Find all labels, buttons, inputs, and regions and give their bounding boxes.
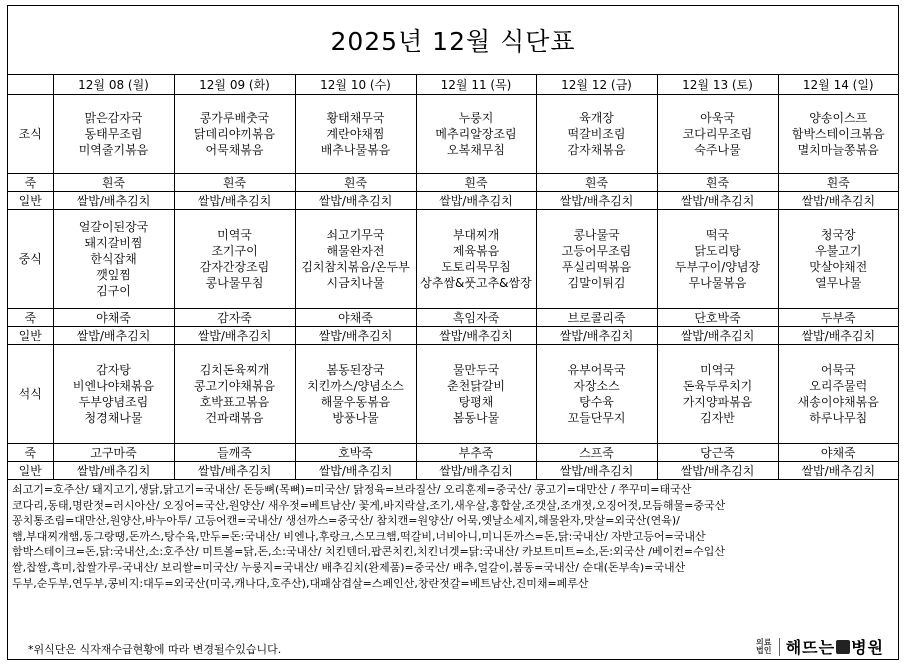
logo-name-part1: 해뜨는 <box>785 638 836 657</box>
lunch_regular-label: 일반 <box>8 327 53 345</box>
lunch_porridge-label: 죽 <box>8 309 53 327</box>
dish-item: 시금치나물 <box>326 276 385 290</box>
breakfast_regular-cell: 쌀밥/배추김치 <box>657 192 778 210</box>
dish-item: 유부어묵국 <box>567 363 626 377</box>
breakfast_regular-row <box>8 192 898 210</box>
lunch-cell <box>416 210 536 309</box>
lunch_porridge-cell: 브로콜리죽 <box>536 309 657 327</box>
dish-item: 메추리알장조림 <box>435 127 517 141</box>
dish-item: 감자채볶음 <box>567 143 626 157</box>
dish-item: 건파래볶음 <box>205 411 264 425</box>
dinner_porridge-cell: 고구마죽 <box>53 444 174 462</box>
day-header: 12월 09 (화) <box>174 75 295 95</box>
origin-note-line: 함박스테이크=돈,닭:국내산,소:호주산/ 미트볼=닭,돈,소:국내산/ 치킨텐더,팝콘치킨,치킨너겟=닭:국내산/ 카보트미트=소,돈:외국산 /베이컨=수입산 <box>12 545 725 559</box>
lunch-cell <box>174 210 295 309</box>
origin-note-line: 꽁치통조림=대만산,원양산,바누아투/ 고등어캔=국내산/ 생선까스=중국산/ 참치캔=원양산/ 어묵,옛날소세지,해물완자,맛살=외국산(연육)/ <box>12 514 680 528</box>
dinner_regular-cell: 쌀밥/배추김치 <box>416 462 536 480</box>
logo-name-part2: 병원 <box>851 638 884 657</box>
dinner-cell <box>778 345 898 444</box>
lunch-cell <box>778 210 898 309</box>
breakfast-row <box>8 95 898 174</box>
dish-item: 봄동나물 <box>452 411 500 425</box>
dish-item: 한식잡채 <box>90 252 137 266</box>
lunch_porridge-cell: 단호박죽 <box>657 309 778 327</box>
lunch-cell <box>536 210 657 309</box>
dish-item: 물만두국 <box>452 363 500 377</box>
dish-item: 우불고기 <box>815 244 862 258</box>
dish-item: 김치돈육찌개 <box>199 363 270 377</box>
breakfast_regular-cell: 쌀밥/배추김치 <box>778 192 898 210</box>
dish-item: 무나물볶음 <box>688 276 747 290</box>
breakfast_porridge-cell: 흰죽 <box>174 174 295 192</box>
dish-item: 도토리묵무침 <box>441 260 511 274</box>
dinner_porridge-cell: 들깨죽 <box>174 444 295 462</box>
dish-item: 돼지갈비찜 <box>84 236 143 250</box>
dinner_regular-label: 일반 <box>8 462 53 480</box>
origin-notes <box>8 480 898 591</box>
lunch-cell <box>53 210 174 309</box>
dish-item: 어묵국 <box>820 363 856 377</box>
lunch-cell <box>295 210 416 309</box>
dinner_regular-cell: 쌀밥/배추김치 <box>53 462 174 480</box>
dish-item: 배추나물볶음 <box>320 143 391 157</box>
dinner_regular-cell: 쌀밥/배추김치 <box>778 462 898 480</box>
dinner-cell <box>295 345 416 444</box>
dinner_porridge-row <box>8 444 898 462</box>
lunch-cell <box>657 210 778 309</box>
breakfast_porridge-cell: 흰죽 <box>778 174 898 192</box>
dish-item: 떡갈비조림 <box>567 127 626 141</box>
dinner_porridge-cell: 스프죽 <box>536 444 657 462</box>
dish-item: 오리주물럭 <box>809 379 868 393</box>
page-title: 2025년 12월 식단표 <box>8 6 898 75</box>
breakfast-cell <box>174 95 295 174</box>
dish-item: 양송이스프 <box>809 111 868 125</box>
dish-item: 방풍나물 <box>332 411 379 425</box>
dish-item: 떡국 <box>705 228 730 242</box>
dinner_porridge-cell: 야채죽 <box>778 444 898 462</box>
dinner-row <box>8 345 898 444</box>
menu-table <box>8 75 898 480</box>
dish-item: 가지양파볶음 <box>682 395 753 409</box>
breakfast_regular-cell: 쌀밥/배추김치 <box>53 192 174 210</box>
day-header: 12월 13 (토) <box>657 75 778 95</box>
breakfast_porridge-label: 죽 <box>8 174 53 192</box>
day-header: 12월 12 (금) <box>536 75 657 95</box>
dish-item: 콩나물국 <box>573 228 620 242</box>
dish-item: 닭데리야끼볶음 <box>193 127 276 141</box>
dinner-cell <box>657 345 778 444</box>
dish-item: 청경채나물 <box>84 411 143 425</box>
day-header: 12월 14 (일) <box>778 75 898 95</box>
dish-item: 김치참치볶음/온두부 <box>301 260 410 274</box>
dinner-cell <box>536 345 657 444</box>
lunch_regular-row <box>8 327 898 345</box>
breakfast_regular-label: 일반 <box>8 192 53 210</box>
dish-item: 감자간장조림 <box>199 260 270 274</box>
dish-item: 해물우동볶음 <box>320 395 391 409</box>
dish-item: 아욱국 <box>700 111 735 125</box>
footer-notice: *위식단은 식자재수급현황에 따라 변경될수있습니다. <box>28 643 282 656</box>
lunch_regular-cell: 쌀밥/배추김치 <box>536 327 657 345</box>
dinner-label: 석식 <box>8 345 53 444</box>
dish-item: 하루나무침 <box>809 411 868 425</box>
lunch_porridge-cell: 흑임자죽 <box>416 309 536 327</box>
breakfast_porridge-cell: 흰죽 <box>416 174 536 192</box>
lunch_regular-cell: 쌀밥/배추김치 <box>174 327 295 345</box>
dish-item: 탕수육 <box>579 395 614 409</box>
dish-item: 상추쌈&풋고추&쌈장 <box>420 276 532 290</box>
hospital-logo <box>755 635 884 658</box>
lunch_regular-cell: 쌀밥/배추김치 <box>416 327 536 345</box>
dish-item: 멸치마늘쫑볶음 <box>797 143 879 157</box>
dish-item: 누룽지 <box>458 111 494 125</box>
logo-divider <box>779 638 780 656</box>
dish-item: 콩나물무침 <box>205 276 264 290</box>
footer <box>8 639 898 659</box>
dish-item: 어묵채볶음 <box>205 143 264 157</box>
dish-item: 감자탕 <box>96 363 131 377</box>
dish-item: 치킨까스/양념소스 <box>307 379 404 393</box>
dinner_regular-cell: 쌀밥/배추김치 <box>657 462 778 480</box>
dish-item: 자장소스 <box>573 379 620 393</box>
breakfast-cell <box>295 95 416 174</box>
sun-logo-icon <box>836 640 850 654</box>
dish-item: 함박스테이크볶음 <box>791 127 885 141</box>
breakfast_porridge-row <box>8 174 898 192</box>
breakfast_regular-cell: 쌀밥/배추김치 <box>416 192 536 210</box>
breakfast_porridge-cell: 흰죽 <box>657 174 778 192</box>
dish-item: 푸실리떡볶음 <box>561 260 632 274</box>
breakfast-cell <box>536 95 657 174</box>
lunch-label: 중식 <box>8 210 53 309</box>
dish-item: 맑은감자국 <box>84 111 143 125</box>
dish-item: 김자반 <box>700 411 735 425</box>
lunch_regular-cell: 쌀밥/배추김치 <box>778 327 898 345</box>
dinner_porridge-cell: 부추죽 <box>416 444 536 462</box>
breakfast_porridge-cell: 흰죽 <box>536 174 657 192</box>
lunch_porridge-cell: 야채죽 <box>53 309 174 327</box>
dish-item: 황태채무국 <box>326 111 385 125</box>
dish-item: 오복채무침 <box>447 143 505 157</box>
dish-item: 육개장 <box>579 111 614 125</box>
dish-item: 계란야채찜 <box>326 127 385 141</box>
dish-item: 고등어무조림 <box>561 244 632 258</box>
dinner_porridge-cell: 호박죽 <box>295 444 416 462</box>
lunch_regular-cell: 쌀밥/배추김치 <box>295 327 416 345</box>
dish-item: 돈육두루치기 <box>682 379 753 393</box>
dinner-cell <box>174 345 295 444</box>
breakfast-cell <box>53 95 174 174</box>
dish-item: 동태무조림 <box>84 127 143 141</box>
dish-item: 깻잎찜 <box>96 268 131 282</box>
menu-sheet <box>7 5 899 660</box>
day-header: 12월 11 (목) <box>416 75 536 95</box>
dinner-cell <box>53 345 174 444</box>
dish-item: 미역국 <box>217 228 252 242</box>
dish-item: 열무나물 <box>815 276 862 290</box>
dish-item: 콩고기야채볶음 <box>193 379 276 393</box>
lunch_porridge-cell: 감자죽 <box>174 309 295 327</box>
dish-item: 새송이야채볶음 <box>797 395 879 409</box>
lunch_porridge-cell: 야채죽 <box>295 309 416 327</box>
breakfast-cell <box>657 95 778 174</box>
lunch-row <box>8 210 898 309</box>
dish-item: 두부구이/양념장 <box>674 260 761 274</box>
dinner_regular-cell: 쌀밥/배추김치 <box>536 462 657 480</box>
origin-note-line: 햄,부대찌개햄,동그랑땡,돈까스,탕수육,만두=돈:국내산/ 비엔나,후랑크,스모크햄,떡갈비,너비아니,미니돈까스=돈,닭:국내산/ 자반고등어=국내산 <box>12 529 706 543</box>
dish-item: 맛살야채전 <box>809 260 868 274</box>
logo-name <box>786 635 884 658</box>
dish-item: 춘천닭갈비 <box>447 379 505 393</box>
dish-item: 조기구이 <box>211 244 258 258</box>
day-header: 12월 10 (수) <box>295 75 416 95</box>
dinner_regular-cell: 쌀밥/배추김치 <box>295 462 416 480</box>
origin-note-line: 두부,순두부,연두부,콩비지:대두=외국산(미국,캐나다,호주산),대패삼겹살=스페인산,창란젓갈=베트남산,진미채=페루산 <box>12 576 589 590</box>
dish-item: 부대찌개 <box>452 228 500 242</box>
dinner_regular-row <box>8 462 898 480</box>
dish-item: 콩가루배춧국 <box>199 111 270 125</box>
dish-item: 호박표고볶음 <box>199 395 270 409</box>
dish-item: 얼갈이된장국 <box>78 220 149 234</box>
lunch_regular-cell: 쌀밥/배추김치 <box>657 327 778 345</box>
dish-item: 봄동된장국 <box>326 363 385 377</box>
breakfast_regular-cell: 쌀밥/배추김치 <box>174 192 295 210</box>
dish-item: 김말이튀김 <box>567 276 626 290</box>
breakfast-cell <box>778 95 898 174</box>
dish-item: 해물완자전 <box>326 244 385 258</box>
origin-note-line: 쌀,찹쌀,흑미,찹쌀가루-국내산/ 보리쌀=미국산/ 누룽지=국내산/ 배추김치(완제품)=중국산/ 배추,얼갈이,봄동=국내산/ 순대(돈부속)=국내산 <box>12 560 686 574</box>
breakfast_porridge-cell: 흰죽 <box>53 174 174 192</box>
breakfast-label: 조식 <box>8 95 53 174</box>
dish-item: 비엔나야채볶음 <box>72 379 155 393</box>
origin-note-line: 코다리,동태,명란젓=러시아산/ 오징어=국산,원양산/ 새우젓=베트남산/ 꽃게,바지락살,조기,새우살,홍합살,조갯살,조개젓,오징어젓,모듬해물=중국산 <box>12 498 726 512</box>
lunch_regular-cell: 쌀밥/배추김치 <box>53 327 174 345</box>
dish-item: 숙주나물 <box>694 143 741 157</box>
dish-item: 꼬들단무지 <box>567 411 626 425</box>
logo-corp-label: 의료법인 <box>755 637 772 655</box>
lunch_porridge-row <box>8 309 898 327</box>
date-header-row <box>8 75 898 95</box>
dish-item: 청국장 <box>820 228 856 242</box>
dish-item: 제육볶음 <box>452 244 500 258</box>
breakfast-cell <box>416 95 536 174</box>
dish-item: 탕평채 <box>458 395 494 409</box>
day-header: 12월 08 (월) <box>53 75 174 95</box>
breakfast_regular-cell: 쌀밥/배추김치 <box>295 192 416 210</box>
dish-item: 코다리무조림 <box>682 127 753 141</box>
corner-cell <box>8 75 53 95</box>
breakfast_porridge-cell: 흰죽 <box>295 174 416 192</box>
origin-note-line: 쇠고기=호주산/ 돼지고기,생닭,닭고기=국내산/ 돈등뼈(목뼈)=미국산/ 닭정육=브라질산/ 오리훈제=중국산/ 콩고기=대만산 / 쭈꾸미=태국산 <box>12 483 692 496</box>
dish-item: 미역국 <box>700 363 735 377</box>
dish-item: 김구이 <box>96 284 131 298</box>
dinner_porridge-cell: 당근죽 <box>657 444 778 462</box>
lunch_porridge-cell: 두부죽 <box>778 309 898 327</box>
dinner_regular-cell: 쌀밥/배추김치 <box>174 462 295 480</box>
dinner_porridge-label: 죽 <box>8 444 53 462</box>
breakfast_regular-cell: 쌀밥/배추김치 <box>536 192 657 210</box>
dish-item: 닭도리탕 <box>694 244 741 258</box>
dish-item: 두부양념조림 <box>78 395 149 409</box>
dinner-cell <box>416 345 536 444</box>
dish-item: 미역줄기볶음 <box>78 143 149 157</box>
dish-item: 쇠고기무국 <box>326 228 385 242</box>
